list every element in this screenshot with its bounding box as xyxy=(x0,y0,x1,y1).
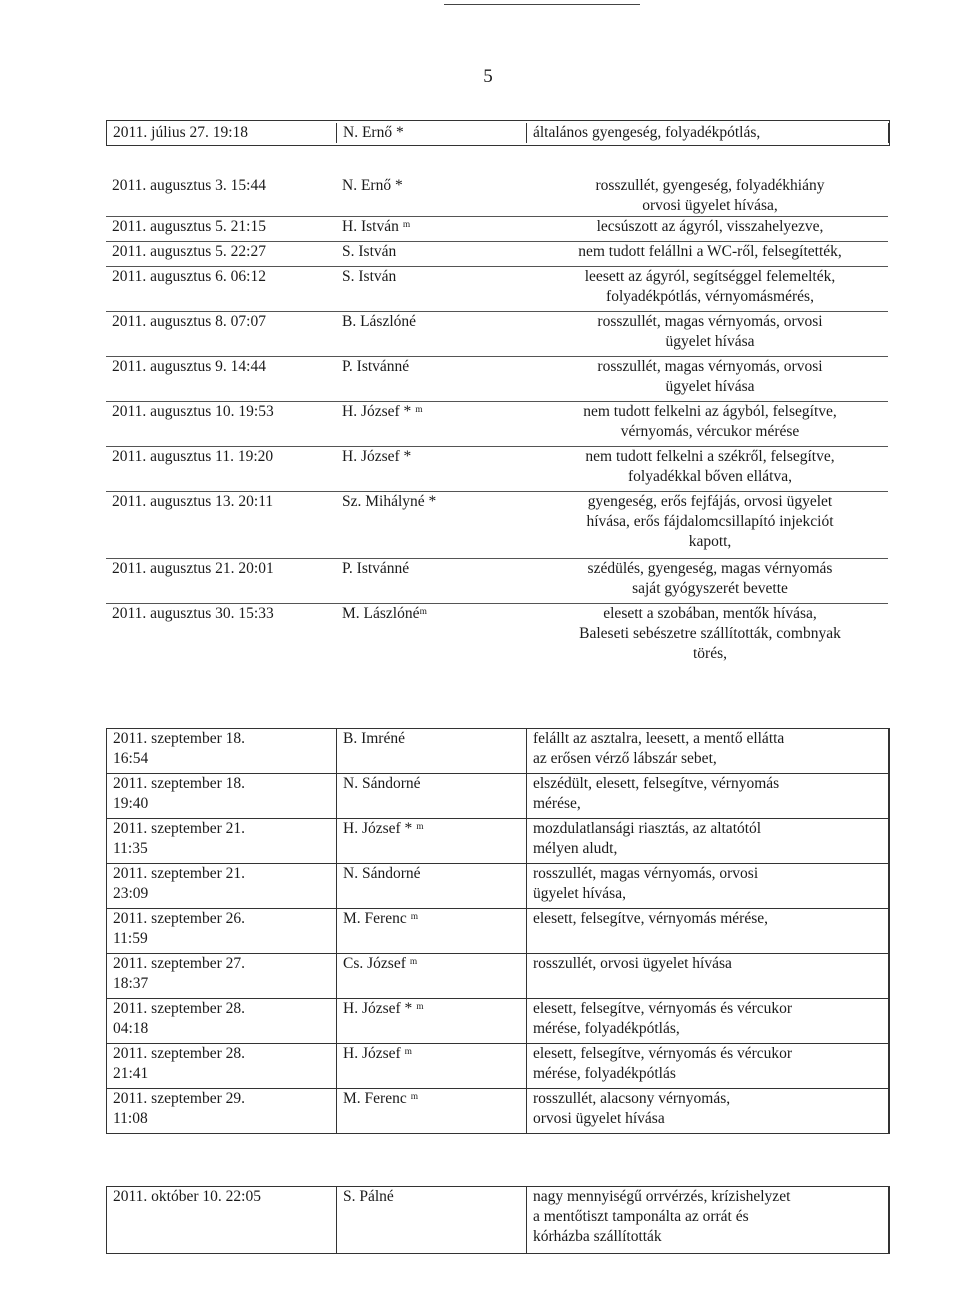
event-cell: nem tudott felállni a WC-ről, felsegítették, xyxy=(578,243,842,260)
event-cell: nem tudott felkelni az ágyból, felsegítve, vérnyomás, vércukor mérése xyxy=(583,403,837,440)
event-cell: felállt az asztalra, leesett, a mentő ellátta az erősen vérző lábszár sebet, xyxy=(527,729,889,773)
table-row xyxy=(107,909,889,954)
table-row xyxy=(107,864,889,909)
date-cell: 2011. augusztus 5. 22:27 xyxy=(112,243,266,260)
event-cell: rosszullét, magas vérnyomás, orvosi ügyelet hívása, xyxy=(527,864,889,908)
event-cell: lecsúszott az ágyról, visszahelyezve, xyxy=(596,218,824,235)
event-cell: rosszullét, gyengeség, folyadékhiány orvosi ügyelet hívása, xyxy=(595,177,825,214)
name-cell: Sz. Mihályné * xyxy=(342,493,437,510)
event-cell: nagy mennyiségű orrvérzés, krízishelyzet a mentőtiszt tamponálta az orrát és kórházba szállították xyxy=(527,1187,889,1253)
event-cell: általános gyengeség, folyadékpótlás, xyxy=(527,123,889,143)
date-cell: 2011. augusztus 21. 20:01 xyxy=(112,560,274,577)
date-cell: 2011. szeptember 18. 19:40 xyxy=(107,774,337,818)
date-cell: 2011. szeptember 21. 11:35 xyxy=(107,819,337,863)
table-row xyxy=(107,774,889,819)
table-row xyxy=(107,954,889,999)
table-row xyxy=(106,176,888,217)
name-cell: B. Lászlóné xyxy=(342,313,417,330)
date-cell: 2011. augusztus 11. 19:20 xyxy=(112,448,274,465)
table-row xyxy=(106,492,888,559)
name-cell: H. István ᵐ xyxy=(342,218,411,235)
name-cell: Cs. József ᵐ xyxy=(337,954,527,998)
table-september xyxy=(106,728,890,1134)
date-cell: 2011. augusztus 30. 15:33 xyxy=(112,605,274,622)
name-cell: H. József * ᵐ xyxy=(337,999,527,1043)
top-rule xyxy=(444,4,640,5)
table-row xyxy=(107,729,889,774)
event-cell: mozdulatlansági riasztás, az altatótól mélyen aludt, xyxy=(527,819,889,863)
table-row xyxy=(106,267,888,312)
table-row xyxy=(106,447,888,492)
table-row xyxy=(106,559,888,604)
name-cell: H. József * ᵐ xyxy=(342,403,423,420)
name-cell: S. István xyxy=(342,243,397,260)
event-cell: leesett az ágyról, segítséggel felemelték, folyadékpótlás, vérnyomásmérés, xyxy=(584,268,836,305)
date-cell: 2011. szeptember 18. 16:54 xyxy=(107,729,337,773)
date-cell: 2011. szeptember 26. 11:59 xyxy=(107,909,337,953)
date-cell: 2011. augusztus 5. 21:15 xyxy=(112,218,266,235)
date-cell: 2011. augusztus 6. 06:12 xyxy=(112,268,266,285)
name-cell: N. Sándorné xyxy=(337,774,527,818)
table-row xyxy=(107,819,889,864)
name-cell: M. Ferenc ᵐ xyxy=(337,909,527,953)
table-july xyxy=(106,120,890,146)
table-row xyxy=(107,999,889,1044)
name-cell: H. József * ᵐ xyxy=(337,819,527,863)
date-cell: 2011. augusztus 8. 07:07 xyxy=(112,313,266,330)
date-cell: 2011. augusztus 10. 19:53 xyxy=(112,403,274,420)
event-cell: gyengeség, erős fejfájás, orvosi ügyelet hívása, erős fájdalomcsillapító injekciót kapott, xyxy=(586,493,834,550)
table-row xyxy=(106,242,888,267)
table-row xyxy=(106,604,888,670)
table-row xyxy=(107,121,889,146)
name-cell: B. Imréné xyxy=(337,729,527,773)
name-cell: M. Ferenc ᵐ xyxy=(337,1089,527,1133)
date-cell: 2011. szeptember 27. 18:37 xyxy=(107,954,337,998)
name-cell: H. József ᵐ xyxy=(337,1044,527,1088)
table-row xyxy=(106,217,888,242)
date-cell: 2011. szeptember 28. 04:18 xyxy=(107,999,337,1043)
table-august xyxy=(106,176,888,670)
event-cell: elesett, felsegítve, vérnyomás mérése, xyxy=(527,909,889,953)
event-cell: rosszullét, alacsony vérnyomás, orvosi ügyelet hívása xyxy=(527,1089,889,1133)
name-cell: S. Pálné xyxy=(337,1187,527,1253)
event-cell: elszédült, elesett, felsegítve, vérnyomás mérése, xyxy=(527,774,889,818)
event-cell: elesett, felsegítve, vérnyomás és vércukor mérése, folyadékpótlás xyxy=(527,1044,889,1088)
table-row xyxy=(106,312,888,357)
name-cell: P. Istvánné xyxy=(342,358,410,375)
name-cell: P. Istvánné xyxy=(342,560,410,577)
event-cell: nem tudott felkelni a székről, felsegítve, folyadékkal bőven ellátva, xyxy=(585,448,835,485)
event-cell: rosszullét, magas vérnyomás, orvosi ügyelet hívása xyxy=(597,313,823,350)
date-cell: 2011. szeptember 21. 23:09 xyxy=(107,864,337,908)
date-cell: 2011. augusztus 9. 14:44 xyxy=(112,358,266,375)
table-row xyxy=(107,1044,889,1089)
page-number: 5 xyxy=(483,66,493,87)
name-cell: H. József * xyxy=(342,448,412,465)
table-row xyxy=(107,1187,889,1254)
table-row xyxy=(106,402,888,447)
date-cell: 2011. augusztus 13. 20:11 xyxy=(112,493,274,510)
event-cell: rosszullét, magas vérnyomás, orvosi ügyelet hívása xyxy=(597,358,823,395)
table-october xyxy=(106,1186,890,1254)
event-cell: elesett a szobában, mentők hívása, Baleseti sebészetre szállították, combnyak törés, xyxy=(579,605,841,662)
event-cell: rosszullét, orvosi ügyelet hívása xyxy=(527,954,889,998)
date-cell: 2011. október 10. 22:05 xyxy=(107,1187,337,1253)
name-cell: M. Lászlónéᵐ xyxy=(342,605,428,622)
date-cell: 2011. augusztus 3. 15:44 xyxy=(112,177,266,194)
date-cell: 2011. szeptember 28. 21:41 xyxy=(107,1044,337,1088)
date-cell: 2011. szeptember 29. 11:08 xyxy=(107,1089,337,1133)
event-cell: elesett, felsegítve, vérnyomás és vércukor mérése, folyadékpótlás, xyxy=(527,999,889,1043)
table-row xyxy=(106,357,888,402)
name-cell: S. István xyxy=(342,268,397,285)
name-cell: N. Sándorné xyxy=(337,864,527,908)
name-cell: N. Ernő * xyxy=(337,123,527,143)
date-cell: 2011. július 27. 19:18 xyxy=(107,123,337,143)
table-row xyxy=(107,1089,889,1134)
name-cell: N. Ernő * xyxy=(342,177,403,194)
event-cell: szédülés, gyengeség, magas vérnyomás saját gyógyszerét bevette xyxy=(587,560,833,597)
